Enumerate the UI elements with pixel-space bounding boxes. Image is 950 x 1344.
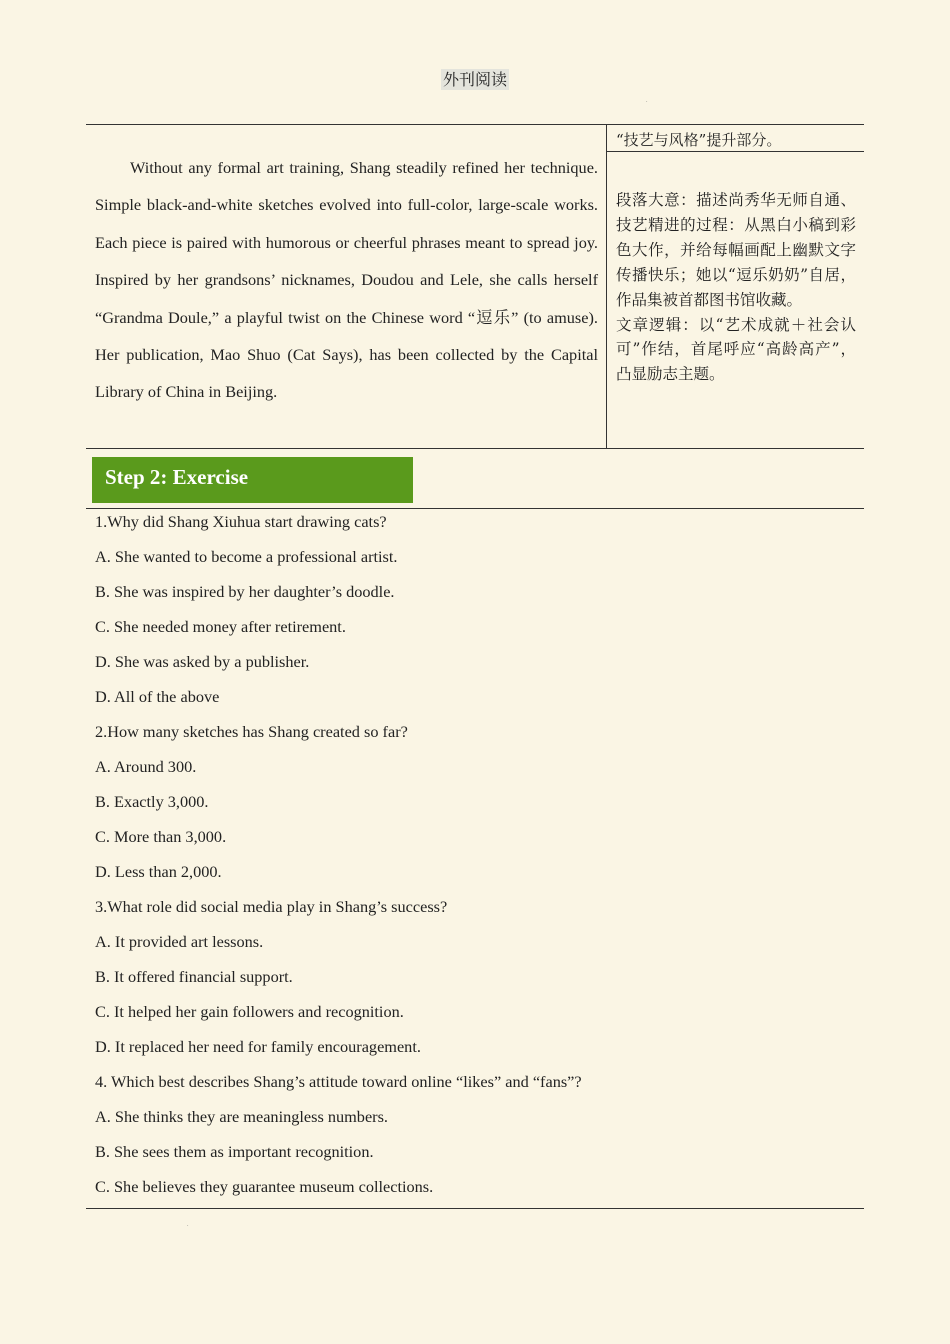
question-2: 2.How many sketches has Shang created so far? [95, 722, 408, 741]
step-banner: Step 2: Exercise [92, 457, 413, 503]
option-2d: D. Less than 2,000. [95, 862, 222, 881]
decorative-dot: . [187, 1222, 189, 1228]
article-logic: 文章逻辑：以“艺术成就＋社会认可”作结，首尾呼应“高龄高产”，凸显励志主题。 [616, 315, 856, 384]
option-1d-extra: D. All of the above [95, 687, 220, 706]
option-1c: C. She needed money after retirement. [95, 617, 346, 636]
table-row-divider [606, 151, 864, 152]
page-header [0, 67, 950, 90]
option-3b: B. It offered financial support. [95, 967, 293, 986]
option-2b: B. Exactly 3,000. [95, 792, 209, 811]
table-column-divider [606, 125, 607, 448]
top-note: “技艺与风格”提升部分。 [616, 131, 782, 149]
option-3c: C. It helped her gain followers and recognition. [95, 1002, 404, 1021]
passage-paragraph: Without any formal art training, Shang steadily refined her technique. Simple black-and-white sketches evolved into full-color, large-scale works. Each piece is paired with humorous or cheerful phrases meant to spread joy. Inspired by her grandsons’ nicknames, Doudou and Lele, she calls herself “Grandma Doule,” a playful twist on the Chinese word “逗乐” (to amuse). Her publication, Mao Shuo (Cat Says), has been collected by the Capital Library of China in Beijing. [95, 158, 598, 402]
option-4c: C. She believes they guarantee museum collections. [95, 1177, 434, 1196]
option-2a: A. Around 300. [95, 757, 197, 776]
paragraph-summary: 段落大意：描述尚秀华无师自通、技艺精进的过程：从黑白小稿到彩色大作，并给每幅画配上幽默文字传播快乐；她以“逗乐奶奶”自居，作品集被首都图书馆收藏。 [616, 191, 856, 309]
decorative-dot: . [646, 98, 648, 104]
option-2c: C. More than 3,000. [95, 827, 227, 846]
question-1: 1.Why did Shang Xiuhua start drawing cats? [95, 512, 387, 531]
annotation-table [86, 124, 864, 449]
option-1a: A. She wanted to become a professional artist. [95, 547, 398, 566]
question-4: 4. Which best describes Shang’s attitude toward online “likes” and “fans”? [95, 1072, 582, 1091]
header-title: 外刊阅读 [442, 70, 507, 89]
paragraph-notes [616, 188, 856, 387]
option-3a: A. It provided art lessons. [95, 932, 264, 951]
option-1b: B. She was inspired by her daughter’s doodle. [95, 582, 395, 601]
option-4a: A. She thinks they are meaningless numbers. [95, 1107, 389, 1126]
exercise-list [95, 508, 855, 1208]
option-4b: B. She sees them as important recognition. [95, 1142, 374, 1161]
option-1d: D. She was asked by a publisher. [95, 652, 310, 671]
bottom-divider [86, 1208, 864, 1209]
question-3: 3.What role did social media play in Shang’s success? [95, 897, 448, 916]
option-3d: D. It replaced her need for family encouragement. [95, 1037, 421, 1056]
